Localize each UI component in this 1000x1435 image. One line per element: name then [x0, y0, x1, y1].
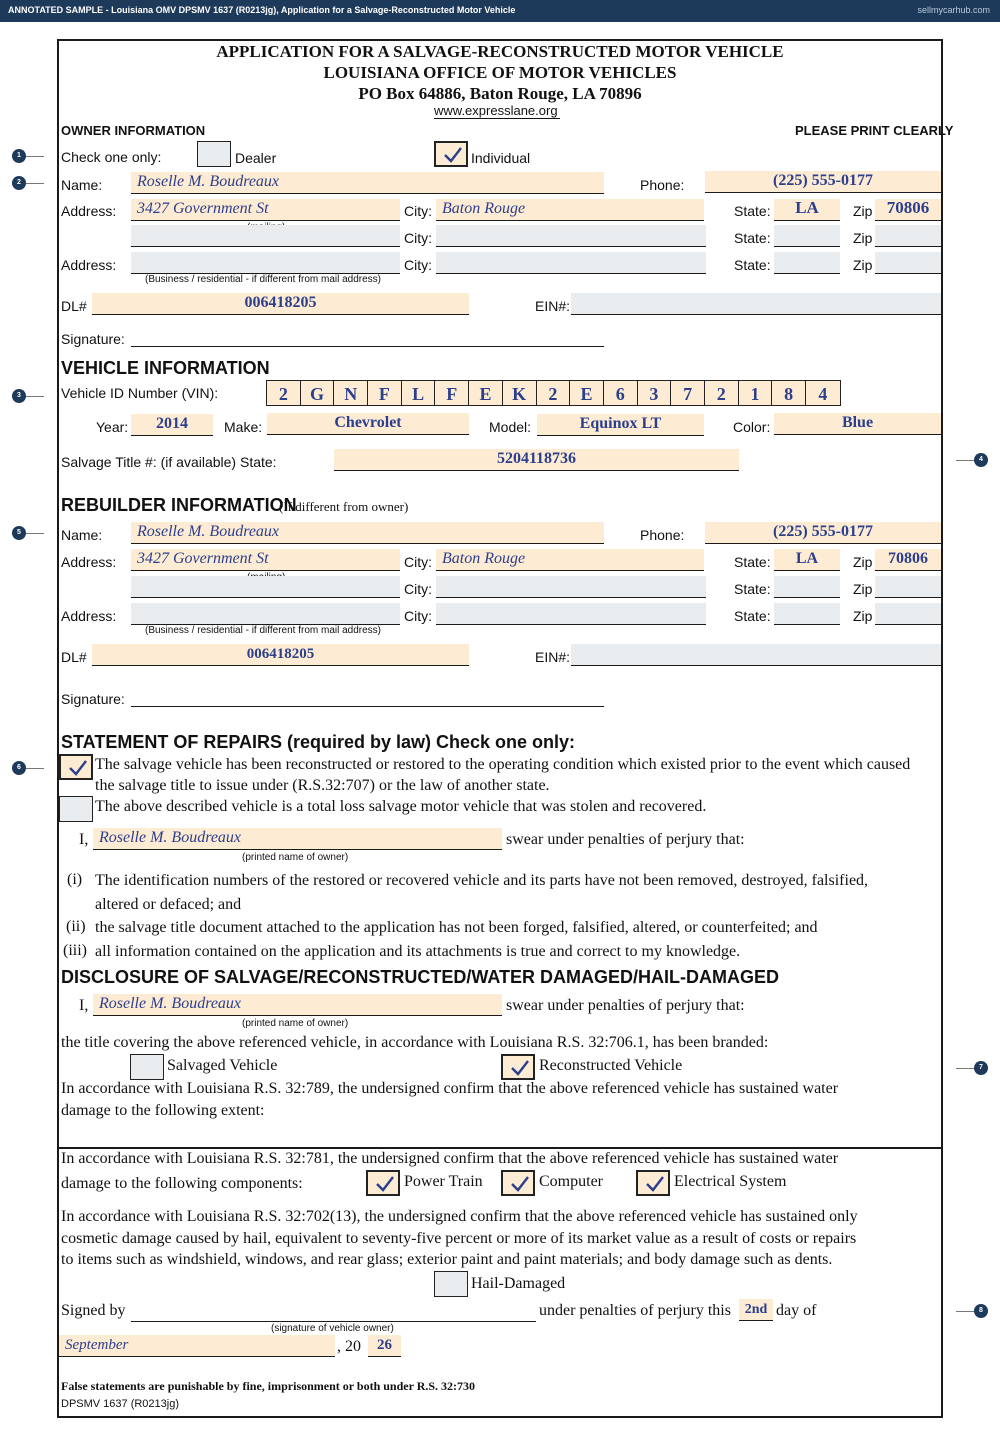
individual-checkbox[interactable] — [434, 141, 468, 167]
day-of-text: day of — [776, 1302, 817, 1319]
clause-i-line2: altered or defaced; and — [95, 896, 242, 913]
vin-char[interactable]: G — [301, 381, 335, 405]
reconstructed-statement-line2: the salvage title to issue under (R.S.32:707) or the law of another state. — [95, 777, 550, 794]
rebuilder-zip3-label: Zip — [853, 608, 873, 624]
form-title: APPLICATION FOR A SALVAGE-RECONSTRUCTED MOTOR VEHICLE — [216, 42, 784, 61]
year-prefix-text: , 20 — [337, 1338, 361, 1355]
owner-zip3-field[interactable] — [875, 252, 941, 274]
annotation-marker: 1 — [12, 149, 26, 163]
rebuilder-ein-label: EIN#: — [535, 649, 571, 665]
owner-phone-field[interactable] — [705, 171, 941, 193]
checkmark-icon — [68, 759, 88, 777]
hail-line2: cosmetic damage caused by hail, equivalent to seventy-five percent or more of its market value as a result of costs or repairs — [61, 1230, 857, 1247]
stolen-recovered-checkbox[interactable] — [59, 796, 93, 822]
marker-line — [26, 396, 44, 397]
owner-state-field[interactable] — [774, 199, 840, 221]
electrical-system-label: Electrical System — [674, 1173, 787, 1190]
rebuilder-address-label: Address: — [61, 554, 117, 570]
annotation-marker: 7 — [974, 1061, 988, 1075]
owner-ein-label: EIN#: — [535, 298, 571, 314]
owner-zip-label: Zip — [853, 203, 873, 219]
rebuilder-zip2-field[interactable] — [875, 576, 941, 598]
owner-dl-value: 006418205 — [244, 294, 317, 311]
rebuilder-section-title: REBUILDER INFORMATION — [61, 495, 297, 515]
vin-char[interactable]: F — [435, 381, 469, 405]
vin-char[interactable]: 6 — [604, 381, 638, 405]
annotation-marker: 8 — [974, 1304, 988, 1318]
vin-boxes[interactable] — [266, 380, 841, 406]
make-label: Make: — [224, 419, 263, 435]
owner-city3-field[interactable] — [436, 252, 706, 274]
rebuilder-business-address-field[interactable] — [131, 603, 400, 625]
rebuilder-zip2-label: Zip — [853, 581, 873, 597]
hail-line3: to items such as windshield, windows, and rear glass; exterior paint and paint materials; and body damage such as dents. — [61, 1251, 833, 1268]
salvage-title-field[interactable] — [334, 449, 739, 471]
owner-state2-label: State: — [734, 230, 771, 246]
vin-char[interactable]: 8 — [772, 381, 806, 405]
reconstructed-vehicle-label: Reconstructed Vehicle — [539, 1057, 683, 1074]
reconstructed-vehicle-checkbox[interactable] — [501, 1054, 535, 1080]
rebuilder-dl-label: DL# — [61, 649, 87, 665]
rebuilder-address2-field[interactable] — [131, 576, 400, 598]
water-components-line1: In accordance with Louisiana R.S. 32:781, the undersigned confirm that the above referenced vehicle has sustained water — [61, 1150, 839, 1167]
clause-i-number: (i) — [67, 871, 83, 888]
section-divider — [57, 1147, 943, 1149]
vin-char[interactable]: 2 — [267, 381, 301, 405]
model-label: Model: — [489, 419, 532, 435]
checkmark-icon — [375, 1175, 395, 1193]
owner-city2-label: City: — [404, 230, 432, 246]
rebuilder-zip3-field[interactable] — [875, 603, 941, 625]
disclosure-section-title: DISCLOSURE OF SALVAGE/RECONSTRUCTED/WATER DAMAGED/HAIL-DAMAGED — [61, 967, 779, 987]
under-penalties-text: under penalties of perjury this — [539, 1302, 731, 1319]
owner-phone-label: Phone: — [640, 177, 685, 193]
color-label: Color: — [733, 419, 771, 435]
owner-address3-label: Address: — [61, 257, 117, 273]
owner-zip-field[interactable] — [875, 199, 941, 221]
owner-state-label: State: — [734, 203, 771, 219]
vin-char[interactable]: L — [402, 381, 436, 405]
owner-city-field[interactable] — [436, 199, 704, 221]
vin-char[interactable]: E — [469, 381, 503, 405]
business-address-note: (Business / residential - if different from mail address) — [145, 274, 382, 285]
owner-address2-field[interactable] — [131, 225, 400, 247]
year-label: Year: — [96, 419, 129, 435]
make-value: Chevrolet — [334, 414, 402, 431]
year-value: 2014 — [156, 415, 188, 432]
owner-zip2-field[interactable] — [875, 225, 941, 247]
rebuilder-address-value: 3427 Government St — [137, 550, 269, 567]
water-extent-line2: damage to the following extent: — [61, 1102, 265, 1119]
rebuilder-state3-label: State: — [734, 608, 771, 624]
reconstructed-statement-line1: The salvage vehicle has been reconstructed or restored to the operating condition which existed prior to the event which caused — [95, 756, 911, 773]
rebuilder-city3-label: City: — [404, 608, 432, 624]
rebuilder-city2-field[interactable] — [436, 576, 706, 598]
owner-city-label: City: — [404, 203, 432, 219]
repairs-section-title: STATEMENT OF REPAIRS (required by law) Check one only: — [61, 732, 576, 752]
make-field[interactable] — [267, 413, 469, 435]
day-value: 2nd — [744, 1302, 768, 1317]
stolen-recovered-statement: The above described vehicle is a total loss salvage motor vehicle that was stolen and recovered. — [95, 798, 707, 815]
day-field[interactable] — [739, 1299, 773, 1321]
vehicle-owner-signature-line[interactable] — [131, 1321, 536, 1322]
vehicle-section-title: VEHICLE INFORMATION — [61, 358, 270, 378]
salvage-title-label: Salvage Title #: (if available) State: — [61, 454, 277, 470]
marker-line — [26, 156, 44, 157]
printed-name-note-2: (printed name of owner) — [242, 1018, 349, 1029]
owner-state3-label: State: — [734, 257, 771, 273]
rebuilder-phone-field[interactable] — [705, 522, 941, 544]
color-value: Blue — [841, 414, 874, 431]
owner-zip-value: 70806 — [886, 198, 930, 217]
annotation-marker: 4 — [974, 453, 988, 467]
month-field[interactable] — [59, 1335, 335, 1357]
owner-signature-line[interactable] — [131, 346, 604, 347]
vin-char[interactable]: 2 — [705, 381, 739, 405]
rebuilder-name-label: Name: — [61, 527, 103, 543]
marker-line — [956, 1311, 974, 1312]
annotation-marker: 6 — [12, 761, 26, 775]
color-field[interactable] — [774, 413, 941, 435]
computer-label: Computer — [539, 1173, 603, 1190]
owner-signature-label: Signature: — [61, 331, 125, 347]
owner-address-value: 3427 Government St — [137, 200, 269, 217]
owner-name-field[interactable] — [131, 172, 604, 194]
false-statements-warning: False statements are punishable by fine, imprisonment or both under R.S. 32:730 — [61, 1379, 476, 1393]
repairs-printed-name-value: Roselle M. Boudreaux — [99, 829, 242, 846]
dealer-label: Dealer — [235, 150, 277, 166]
owner-city-value: Baton Rouge — [442, 200, 526, 217]
clause-i-line1: The identification numbers of the restored or recovered vehicle and its parts have not been removed, destroyed, falsified, — [95, 872, 869, 889]
vin-char[interactable]: E — [570, 381, 604, 405]
rebuilder-city-value: Baton Rouge — [442, 550, 526, 567]
checkmark-icon — [645, 1175, 665, 1193]
rebuilder-city-label: City: — [404, 554, 432, 570]
rebuilder-state2-field[interactable] — [774, 576, 840, 598]
rebuilder-city2-label: City: — [404, 581, 432, 597]
rebuilder-state-label: State: — [734, 554, 771, 570]
marker-line — [956, 460, 974, 461]
owner-business-address-field[interactable] — [131, 252, 400, 274]
owner-state2-field[interactable] — [774, 225, 840, 247]
model-value: Equinox LT — [579, 415, 662, 432]
salvaged-vehicle-checkbox[interactable] — [130, 1054, 164, 1080]
rebuilder-dl-field[interactable] — [92, 644, 469, 666]
annotation-banner — [0, 0, 1000, 22]
power-train-label: Power Train — [404, 1173, 483, 1190]
vin-label: Vehicle ID Number (VIN): — [61, 385, 219, 401]
vin-char[interactable]: 7 — [671, 381, 705, 405]
rebuilder-name-value: Roselle M. Boudreaux — [137, 523, 280, 540]
signed-by-label: Signed by — [61, 1302, 126, 1319]
checkmark-icon — [510, 1059, 530, 1077]
rebuilder-state-field[interactable] — [774, 549, 840, 571]
marker-line — [26, 183, 44, 184]
agency-website[interactable]: www.expresslane.org — [434, 103, 558, 118]
owner-zip2-label: Zip — [853, 230, 873, 246]
hail-damaged-label: Hail-Damaged — [471, 1275, 566, 1292]
salvage-title-value: 5204118736 — [496, 450, 577, 467]
rebuilder-address3-label: Address: — [61, 608, 117, 624]
owner-phone-value: (225) 555-0177 — [773, 172, 873, 189]
owner-state-value: LA — [795, 198, 819, 217]
disclosure-printed-name-field[interactable] — [93, 994, 502, 1016]
checkmark-icon — [443, 146, 463, 164]
i-label-2: I, — [79, 997, 89, 1014]
model-field[interactable] — [537, 414, 704, 436]
form-id: DPSMV 1637 (R0213jg) — [61, 1398, 180, 1410]
hail-damaged-checkbox[interactable] — [434, 1271, 468, 1297]
owner-section-title: OWNER INFORMATION — [61, 123, 206, 138]
checkmark-icon — [510, 1175, 530, 1193]
marker-line — [26, 768, 44, 769]
vin-char[interactable]: K — [503, 381, 537, 405]
dealer-checkbox[interactable] — [197, 141, 231, 167]
clause-iii-text: all information contained on the application and its attachments is true and correct to my knowledge. — [95, 943, 741, 960]
clause-ii-number: (ii) — [66, 918, 86, 935]
rebuilder-name-field[interactable] — [131, 522, 604, 544]
vin-char[interactable]: 3 — [638, 381, 672, 405]
computer-checkbox[interactable] — [501, 1170, 535, 1196]
rebuilder-phone-label: Phone: — [640, 527, 685, 543]
marker-line — [26, 533, 44, 534]
vin-char[interactable]: N — [334, 381, 368, 405]
rebuilder-section-note: (If different from owner) — [279, 499, 409, 514]
rebuilder-phone-value: (225) 555-0177 — [773, 523, 873, 540]
rebuilder-state2-label: State: — [734, 581, 771, 597]
month-value: September — [65, 1337, 129, 1353]
annotation-marker: 2 — [12, 176, 26, 190]
reconstructed-statement-checkbox[interactable] — [59, 754, 93, 780]
owner-state3-field[interactable] — [774, 252, 840, 274]
hail-line1: In accordance with Louisiana R.S. 32:702(13), the undersigned confirm that the above referenced vehicle has sustained only — [61, 1208, 858, 1225]
rebuilder-state-value: LA — [795, 550, 819, 567]
owner-ein-field[interactable] — [571, 293, 941, 315]
individual-label: Individual — [471, 150, 531, 166]
vin-char[interactable]: 2 — [537, 381, 571, 405]
agency-name: LOUISIANA OFFICE OF MOTOR VEHICLES — [323, 63, 677, 82]
electrical-system-checkbox[interactable] — [636, 1170, 670, 1196]
owner-name-value: Roselle M. Boudreaux — [137, 173, 280, 190]
salvaged-vehicle-label: Salvaged Vehicle — [167, 1057, 278, 1074]
printed-name-note: (printed name of owner) — [242, 852, 349, 863]
rebuilder-zip-field[interactable] — [875, 549, 941, 571]
annotation-marker: 3 — [12, 389, 26, 403]
owner-dl-label: DL# — [61, 298, 87, 314]
print-clearly-note: PLEASE PRINT CLEARLY — [795, 123, 954, 138]
branded-text: the title covering the above referenced vehicle, in accordance with Louisiana R.S. 32:706.1, has been branded: — [61, 1034, 769, 1051]
rebuilder-signature-label: Signature: — [61, 691, 125, 707]
rebuilder-dl-value: 006418205 — [246, 646, 315, 662]
swear-text-2: swear under penalties of perjury that: — [506, 997, 745, 1014]
vin-char[interactable]: F — [368, 381, 402, 405]
power-train-checkbox[interactable] — [366, 1170, 400, 1196]
owner-dl-field[interactable] — [92, 293, 469, 315]
year-field[interactable] — [131, 414, 213, 436]
owner-address-label: Address: — [61, 203, 117, 219]
clause-ii-text: the salvage title document attached to the application has not been forged, falsified, altered, or counterfeited; and — [95, 919, 818, 936]
owner-address-field[interactable] — [131, 199, 400, 221]
marker-line — [956, 1068, 974, 1069]
owner-city3-label: City: — [404, 257, 432, 273]
year-suffix-value: 26 — [377, 1337, 392, 1353]
owner-city2-field[interactable] — [436, 225, 706, 247]
annotation-marker: 5 — [12, 526, 26, 540]
rebuilder-city3-field[interactable] — [436, 603, 706, 625]
vin-char[interactable]: 4 — [806, 381, 840, 405]
banner-title: ANNOTATED SAMPLE - Louisiana OMV DPSMV 1637 (R0213jg), Application for a Salvage-Reconstructed Motor Vehicle — [8, 5, 516, 15]
clause-iii-number: (iii) — [63, 942, 87, 959]
year-suffix-field[interactable] — [368, 1335, 401, 1357]
signature-note: (signature of vehicle owner) — [271, 1323, 394, 1334]
rebuilder-city-field[interactable] — [436, 549, 704, 571]
repairs-printed-name-field[interactable] — [93, 828, 502, 850]
rebuilder-zip-label: Zip — [853, 554, 873, 570]
rebuilder-zip-value: 70806 — [888, 550, 928, 567]
agency-address: PO Box 64886, Baton Rouge, LA 70896 — [358, 84, 642, 103]
rebuilder-ein-field[interactable] — [571, 644, 941, 666]
rebuilder-state3-field[interactable] — [774, 603, 840, 625]
i-label: I, — [79, 831, 89, 848]
owner-zip3-label: Zip — [853, 257, 873, 273]
owner-name-label: Name: — [61, 177, 103, 193]
rebuilder-address-field[interactable] — [131, 549, 400, 571]
vin-char[interactable]: 1 — [739, 381, 773, 405]
banner-site: sellmycarhub.com — [917, 5, 990, 15]
rebuilder-business-note: (Business / residential - if different from mail address) — [145, 625, 382, 636]
water-components-line2: damage to the following components: — [61, 1175, 303, 1192]
rebuilder-signature-line[interactable] — [131, 706, 604, 707]
disclosure-printed-name-value: Roselle M. Boudreaux — [99, 995, 242, 1012]
water-extent-line1: In accordance with Louisiana R.S. 32:789, the undersigned confirm that the above referenced vehicle has sustained water — [61, 1080, 839, 1097]
swear-text: swear under penalties of perjury that: — [506, 831, 745, 848]
check-one-label: Check one only: — [61, 149, 162, 165]
